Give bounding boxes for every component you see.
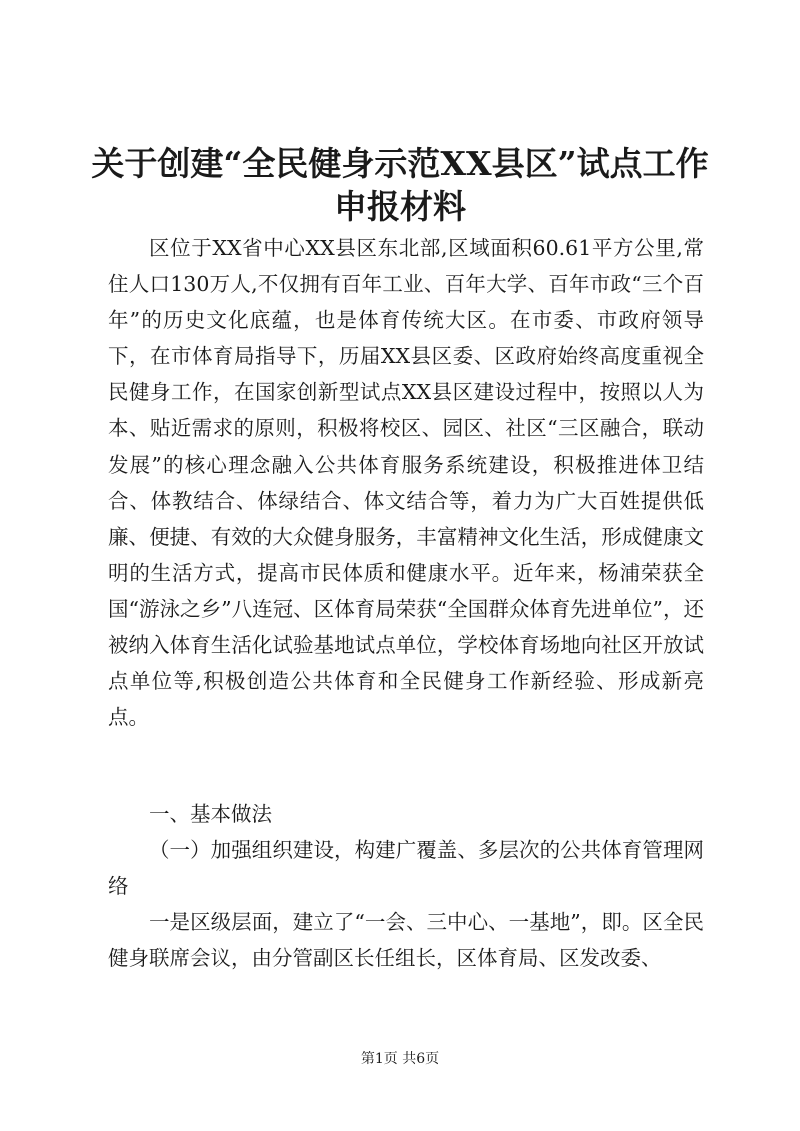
page-footer: 第1页 共6页 xyxy=(360,1051,440,1067)
document-title-line2: 申报材料 xyxy=(334,187,466,226)
paragraph-two: 一是区级层面，建立了“一会、三中心、一基地”，即。区全民健身联席会议，由分管副区长任组长，区体育局、区发改委、 xyxy=(108,910,704,971)
document-title-line1: 关于创建“全民健身示范XX县区”试点工作 xyxy=(91,144,709,183)
section-heading: 一、基本做法 xyxy=(149,802,272,826)
subsection-heading: （一）加强组织建设，构建广覆盖、多层次的公共体育管理网络 xyxy=(108,838,704,899)
intro-paragraph: 区位于XX省中心XX县区东北部,区域面积60.61平方公里,常住人口130万人,不仅拥有百年工业、百年大学、百年市政“三个百年”的历史文化底蕴，也是体育传统大区。在市委、市政府领导下，在市体育局指导下，历届XX县区委、区政府始终高度重视全民健身工作，在国家创新型试点XX县区建设过程中，按照以人为本、贴近需求的原则，积极将校区、园区、社区“三区融合，联动发展”的核心理念融入公共体育服务系统建设，积极推进体卫结合、体教结合、体绿结合、体文结合等，着力为广大百姓提供低廉、便捷、有效的大众健身服务，丰富精神文化生活，形成健康文明的生活方式，提高市民体质和健康水平。近年来，杨浦荣获全国“游泳之乡”八连冠、区体育局荣获“全国群众体育先进单位”，还被纳入体育生活化试验基地试点单位，学校体育场地向社区开放试点单位等,积极创造公共体育和全民健身工作新经验、形成新亮点。 xyxy=(108,236,704,730)
